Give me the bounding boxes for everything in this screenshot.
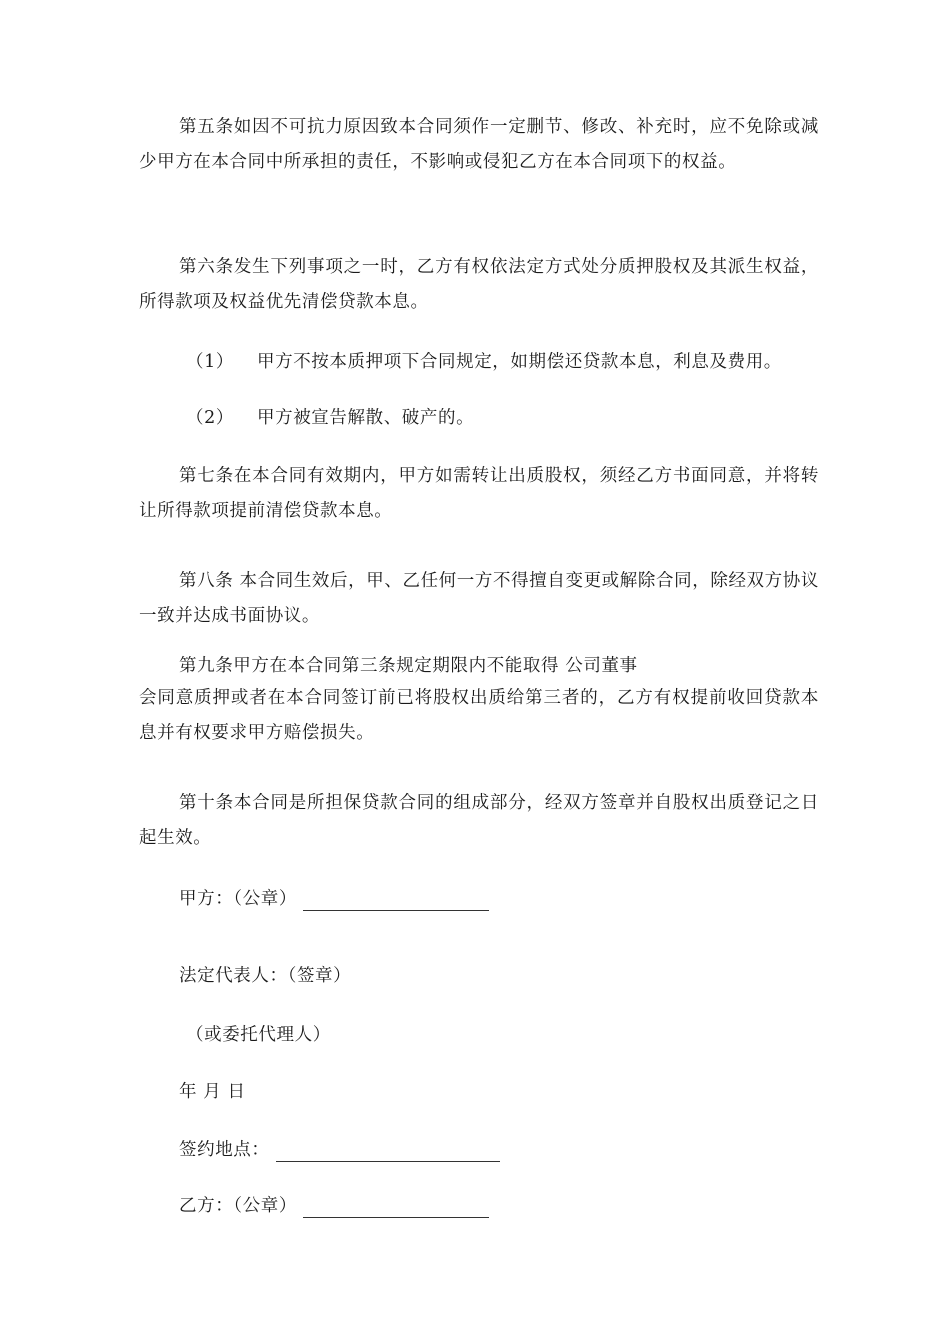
party-a-blank[interactable] <box>303 892 489 911</box>
authorized-agent: （或委托代理人） <box>186 1025 331 1045</box>
party-b-blank[interactable] <box>303 1199 489 1218</box>
legal-representative: 法定代表人：（签章） <box>179 966 352 986</box>
signing-place-label: 签约地点： <box>179 1140 270 1160</box>
party-a-label: 甲方：（公章） <box>179 889 297 909</box>
article-6: 第六条发生下列事项之一时，乙方有权依法定方式处分质押股权及其派生权益，所得款项及权益优先清偿贷款本息。 <box>139 257 819 312</box>
signing-date: 年 月 日 <box>179 1082 246 1102</box>
item-2-number: （2） <box>186 408 234 428</box>
item-1-text: 甲方不按本质押项下合同规定，如期偿还贷款本息，利息及费用。 <box>257 352 782 372</box>
signing-place-line <box>179 1138 500 1162</box>
article-9-continuation: 会同意质押或者在本合同签订前已将股权出质给第三者的，乙方有权提前收回贷款本息并有权要求甲方赔偿损失。 <box>139 688 819 743</box>
party-a-signature-line <box>179 887 489 911</box>
signing-place-blank[interactable] <box>276 1143 500 1162</box>
article-8: 第八条 本合同生效后，甲、乙任何一方不得擅自变更或解除合同，除经双方协议一致并达成书面协议。 <box>139 571 819 626</box>
party-b-signature-line <box>179 1194 489 1218</box>
article-10: 第十条本合同是所担保贷款合同的组成部分，经双方签章并自股权出质登记之日起生效。 <box>139 793 819 848</box>
item-2-text: 甲方被宣告解散、破产的。 <box>257 408 475 428</box>
article-9-first-line: 第九条甲方在本合同第三条规定期限内不能取得 公司董事 <box>179 656 638 676</box>
article-7: 第七条在本合同有效期内，甲方如需转让出质股权，须经乙方书面同意，并将转让所得款项提前清偿贷款本息。 <box>139 466 819 521</box>
article-5: 第五条如因不可抗力原因致本合同须作一定删节、修改、补充时，应不免除或减少甲方在本合同中所承担的责任，不影响或侵犯乙方在本合同项下的权益。 <box>139 117 819 172</box>
party-b-label: 乙方：（公章） <box>179 1196 297 1216</box>
item-1-number: （1） <box>186 352 234 372</box>
